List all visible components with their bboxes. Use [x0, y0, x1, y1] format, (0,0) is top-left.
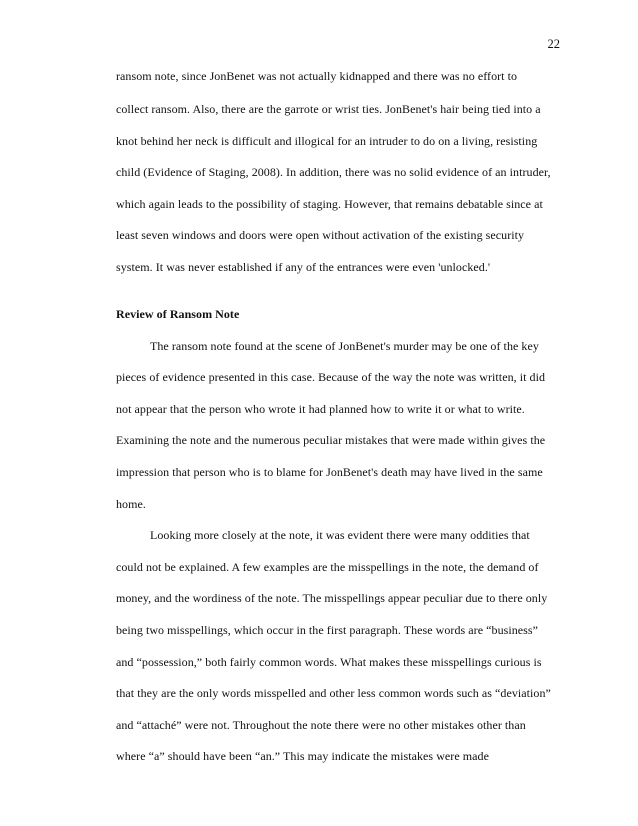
paragraph-line: child (Evidence of Staging, 2008). In addition, there was no solid evidence of an intruder, [116, 165, 551, 179]
paragraph-line: which again leads to the possibility of staging. However, that remains debatable since at [116, 197, 543, 211]
paragraph-line: ransom note, since JonBenet was not actually kidnapped and there was no effort to [116, 69, 518, 83]
paragraph-line: that they are the only words misspelled and other less common words such as “deviation” [116, 686, 551, 700]
page-number: 22 [547, 37, 560, 51]
paragraph-line: money, and the wordiness of the note. The misspellings appear peculiar due to there only [116, 591, 548, 605]
section-heading: Review of Ransom Note [116, 307, 240, 321]
paragraph-line: and “possession,” both fairly common words. What makes these misspellings curious is [116, 655, 542, 669]
paragraph-line: system. It was never established if any of the entrances were even 'unlocked.' [116, 260, 491, 274]
paragraph-line: The ransom note found at the scene of JonBenet's murder may be one of the key [150, 339, 539, 353]
paragraph-line: where “a” should have been “an.” This may indicate the mistakes were made [116, 749, 489, 763]
paragraph-line: and “attaché” were not. Throughout the note there were no other mistakes other than [116, 718, 526, 732]
paragraph-line: Examining the note and the numerous peculiar mistakes that were made within gives the [116, 433, 546, 447]
paragraph-line: pieces of evidence presented in this case. Because of the way the note was written, it did [116, 370, 546, 384]
paragraph-line: collect ransom. Also, there are the garrote or wrist ties. JonBenet's hair being tied into a [116, 102, 541, 116]
paragraph-line: home. [116, 497, 146, 511]
paragraph-line: Looking more closely at the note, it was evident there were many oddities that [150, 528, 530, 542]
paragraph-line: knot behind her neck is difficult and illogical for an intruder to do on a living, resisting [116, 134, 538, 148]
paragraph-line: least seven windows and doors were open without activation of the existing security [116, 228, 525, 242]
paragraph-line: being two misspellings, which occur in the first paragraph. These words are “business” [116, 623, 538, 637]
paragraph-line: impression that person who is to blame for JonBenet's death may have lived in the same [116, 465, 543, 479]
paragraph-line: not appear that the person who wrote it had planned how to write it or what to write. [116, 402, 525, 416]
paragraph-line: could not be explained. A few examples are the misspellings in the note, the demand of [116, 560, 539, 574]
